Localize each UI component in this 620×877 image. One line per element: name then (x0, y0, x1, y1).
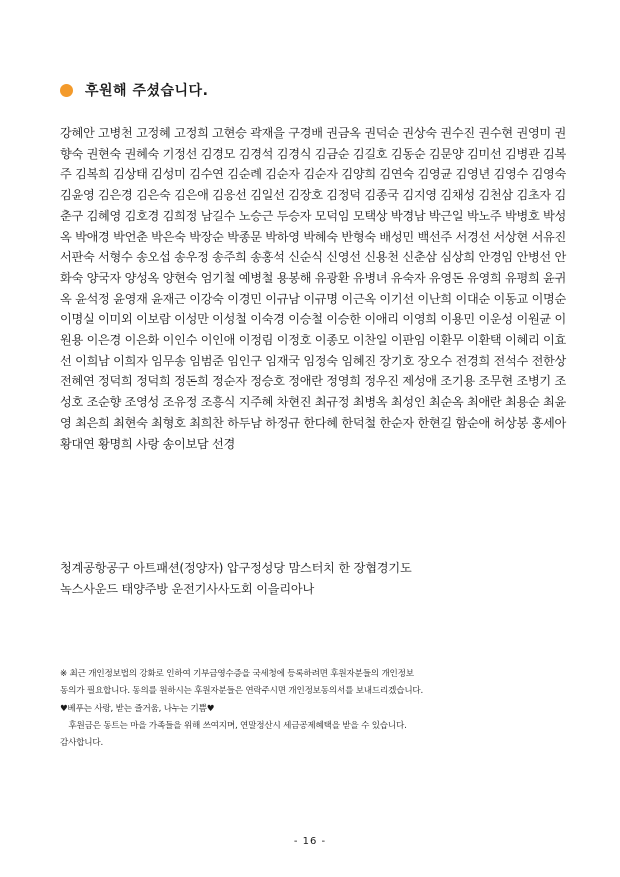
notice-block (60, 666, 570, 752)
orange-bullet-icon (60, 84, 73, 97)
notice-line: ※ 최근 개인정보법의 강화로 인하여 기부금영수증을 국세청에 등록하려면 후원자분들의 개인정보 (60, 669, 414, 679)
heading-title: 후원해 주셨습니다. (85, 83, 209, 99)
slogan-line: ♥베푸는 사랑, 받는 즐거움, 나누는 기쁨♥ (60, 703, 215, 714)
section-heading (60, 80, 208, 100)
notice-line: 동의가 필요합니다. 동의를 원하시는 후원자분들은 연락주시면 개인정보동의서를 보내드리겠습니다. (60, 686, 424, 697)
organization-line: 녹스사운드 태양주방 운전기사사도회 이을리아나 (60, 581, 315, 596)
donor-name-list: 강혜안 고병천 고정혜 고정희 고현승 곽재을 구경배 권금옥 권덕순 권상숙 권수진 권수현 권영미 권향숙 권현숙 권혜숙 기정선 김경모 김경석 김경식 김금순 김길호 김동순 김문양 김미선 김병관 김복주 김복희 김상태 김성미 김수연 김순례 김순자 김순자 김양희 김연숙 김영균 김영년 김영수 김영숙 김윤영 김은경 김은숙 김은애 김응선 김일선 김장호 김정덕 김종국 김지영 김채성 김천삼 김초자 김춘구 김혜영 김호경 김희정 남길수 노승근 두승자 모덕임 모택상 박경남 박근일 박노주 박병호 박성옥 박애경 박언춘 박은숙 박장순 박종문 박하영 박혜숙 반형숙 배성민 백선주 서경선 서상현 서유진 서판숙 서형수 송오섭 송우정 송주희 송홍석 신순식 신영선 신용천 신춘삼 심상희 안경임 안병선 안화숙 양국자 양성옥 양현숙 엄기철 예병철 용봉해 유광환 유병녀 유숙자 유영돈 유영희 유평희 윤귀옥 윤석정 윤영재 윤재근 이강숙 이경민 이규남 이규명 이근옥 이기선 이난희 이대순 이동교 이명순 이명실 이미외 이보람 이성만 이성철 이숙경 이승철 이승한 이애리 이영희 이용민 이운성 이원균 이원용 이은경 이은화 이인수 이인애 이정림 이정호 이종모 이찬일 이판임 이환무 이환택 이혜리 이효선 이희남 이희자 임무송 임범준 임인구 임재국 임정숙 임혜진 장기호 장오수 전경희 전석수 전한상 전혜연 정덕희 정덕희 정돈희 정순자 정승호 정애란 정영희 정우진 제성애 조기용 조무현 조병기 조성호 조순향 조영성 조유정 조흥식 지주혜 차현진 최규정 최병옥 최성인 최순옥 최애란 최용순 최윤영 최은희 최현숙 최형호 최희찬 하두남 하정규 한다혜 한덕철 한순자 한현길 함순애 허상봉 홍세아 황대연 황명희 사랑 송이보담 선경 (60, 126, 566, 451)
notice-line: 후원금은 동트는 마을 가족들을 위해 쓰여지며, 연말정산시 세금공제혜택을 받을 수 있습니다. (60, 720, 407, 731)
organization-list (60, 558, 566, 599)
organization-line: 청계공항공구 아트패션(정양자) 압구정성당 맘스터치 한 장협경기도 (60, 561, 412, 575)
thanks-line: 감사합니다. (60, 738, 104, 749)
page-number: - 16 - (293, 836, 327, 847)
